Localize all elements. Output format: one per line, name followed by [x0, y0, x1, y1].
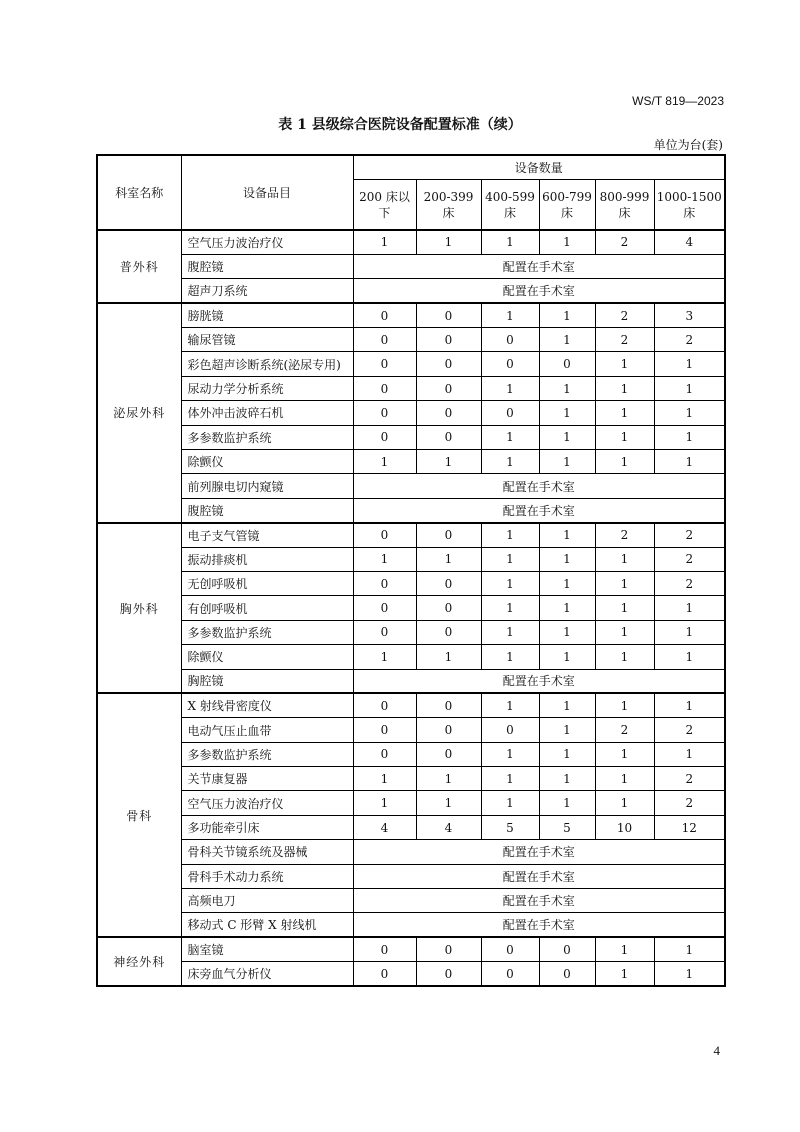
quantity-cell: 2	[654, 791, 725, 815]
quantity-cell: 1	[539, 596, 595, 620]
quantity-cell: 1	[595, 767, 654, 791]
quantity-cell: 1	[654, 693, 725, 717]
equipment-item: 除颤仪	[181, 450, 353, 474]
quantity-cell: 1	[481, 742, 539, 766]
equipment-item: 关节康复器	[181, 767, 353, 791]
quantity-cell: 0	[481, 401, 539, 425]
quantity-cell: 0	[416, 962, 481, 986]
department-group	[97, 523, 725, 694]
quantity-cell: 1	[481, 523, 539, 547]
config-note: 配置在手术室	[353, 889, 725, 913]
table-row	[97, 815, 725, 839]
table-row	[97, 401, 725, 425]
quantity-cell: 0	[353, 937, 416, 961]
quantity-cell: 0	[481, 352, 539, 376]
quantity-cell: 1	[353, 450, 416, 474]
table-row	[97, 913, 725, 937]
equipment-item: 输尿管镜	[181, 328, 353, 352]
table-row	[97, 742, 725, 766]
table-row	[97, 425, 725, 449]
quantity-cell: 5	[481, 815, 539, 839]
department-group	[97, 693, 725, 937]
table-row	[97, 328, 725, 352]
quantity-cell: 0	[353, 718, 416, 742]
quantity-cell: 5	[539, 815, 595, 839]
equipment-item: 多功能牵引床	[181, 815, 353, 839]
equipment-item: 多参数监护系统	[181, 742, 353, 766]
quantity-cell: 1	[539, 693, 595, 717]
quantity-cell: 1	[595, 645, 654, 669]
quantity-cell: 2	[654, 547, 725, 571]
quantity-cell: 1	[654, 450, 725, 474]
table-row	[97, 864, 725, 888]
quantity-cell: 1	[654, 742, 725, 766]
quantity-cell: 1	[539, 425, 595, 449]
quantity-cell: 1	[481, 693, 539, 717]
quantity-cell: 4	[416, 815, 481, 839]
quantity-cell: 1	[595, 620, 654, 644]
quantity-cell: 2	[654, 767, 725, 791]
table-header	[97, 155, 725, 230]
header-quantity: 设备数量	[353, 155, 725, 180]
equipment-item: 胸腔镜	[181, 669, 353, 693]
quantity-cell: 0	[481, 718, 539, 742]
table-row	[97, 596, 725, 620]
quantity-cell: 2	[595, 523, 654, 547]
quantity-cell: 1	[539, 645, 595, 669]
quantity-cell: 1	[595, 401, 654, 425]
table-row	[97, 645, 725, 669]
quantity-cell: 10	[595, 815, 654, 839]
quantity-cell: 0	[539, 937, 595, 961]
equipment-item: 振动排痰机	[181, 547, 353, 571]
quantity-cell: 0	[481, 937, 539, 961]
equipment-item: 骨科关节镜系统及器械	[181, 840, 353, 864]
table-row	[97, 523, 725, 547]
quantity-cell: 1	[481, 376, 539, 400]
table-row	[97, 352, 725, 376]
header-bed-column: 1000-1500 床	[654, 180, 725, 231]
header-bed-column: 400-599 床	[481, 180, 539, 231]
quantity-cell: 1	[416, 645, 481, 669]
quantity-cell: 0	[539, 962, 595, 986]
quantity-cell: 0	[353, 401, 416, 425]
quantity-cell: 1	[595, 450, 654, 474]
quantity-cell: 1	[654, 425, 725, 449]
quantity-cell: 0	[416, 523, 481, 547]
quantity-cell: 2	[654, 718, 725, 742]
equipment-item: 电子支气管镜	[181, 523, 353, 547]
department-name: 神经外科	[97, 937, 181, 986]
config-note: 配置在手术室	[353, 254, 725, 278]
quantity-cell: 1	[481, 547, 539, 571]
quantity-cell: 1	[654, 401, 725, 425]
quantity-cell: 2	[595, 718, 654, 742]
equipment-item: 高频电刀	[181, 889, 353, 913]
department-group	[97, 230, 725, 303]
quantity-cell: 1	[595, 376, 654, 400]
quantity-cell: 0	[353, 376, 416, 400]
equipment-item: 尿动力学分析系统	[181, 376, 353, 400]
quantity-cell: 1	[353, 547, 416, 571]
quantity-cell: 0	[353, 596, 416, 620]
quantity-cell: 1	[595, 425, 654, 449]
equipment-item: 有创呼吸机	[181, 596, 353, 620]
equipment-item: 床旁血气分析仪	[181, 962, 353, 986]
quantity-cell: 0	[416, 596, 481, 620]
quantity-cell: 1	[539, 718, 595, 742]
quantity-cell: 1	[539, 450, 595, 474]
table-row	[97, 303, 725, 327]
quantity-cell: 1	[481, 791, 539, 815]
equipment-item: 超声刀系统	[181, 279, 353, 303]
quantity-cell: 1	[481, 303, 539, 327]
table-row	[97, 620, 725, 644]
config-note: 配置在手术室	[353, 498, 725, 522]
quantity-cell: 2	[595, 303, 654, 327]
quantity-cell: 1	[539, 401, 595, 425]
quantity-cell: 0	[416, 352, 481, 376]
quantity-cell: 1	[595, 742, 654, 766]
quantity-cell: 0	[481, 328, 539, 352]
quantity-cell: 1	[539, 742, 595, 766]
equipment-item: 无创呼吸机	[181, 571, 353, 595]
quantity-cell: 1	[539, 620, 595, 644]
quantity-cell: 0	[416, 303, 481, 327]
quantity-cell: 1	[595, 791, 654, 815]
quantity-cell: 0	[416, 693, 481, 717]
quantity-cell: 1	[353, 791, 416, 815]
quantity-cell: 1	[654, 645, 725, 669]
table-row	[97, 254, 725, 278]
quantity-cell: 1	[481, 645, 539, 669]
quantity-cell: 0	[353, 352, 416, 376]
equipment-item: 除颤仪	[181, 645, 353, 669]
equipment-item: 移动式 C 形臂 X 射线机	[181, 913, 353, 937]
config-note: 配置在手术室	[353, 864, 725, 888]
quantity-cell: 1	[654, 352, 725, 376]
config-note: 配置在手术室	[353, 840, 725, 864]
quantity-cell: 0	[416, 328, 481, 352]
quantity-cell: 1	[416, 230, 481, 254]
quantity-cell: 1	[481, 596, 539, 620]
header-bed-column: 800-999 床	[595, 180, 654, 231]
quantity-cell: 1	[416, 791, 481, 815]
equipment-item: 前列腺电切内窥镜	[181, 474, 353, 498]
quantity-cell: 2	[595, 328, 654, 352]
quantity-cell: 2	[654, 523, 725, 547]
table-row	[97, 474, 725, 498]
quantity-cell: 1	[595, 962, 654, 986]
quantity-cell: 1	[595, 596, 654, 620]
header-bed-column: 200-399 床	[416, 180, 481, 231]
quantity-cell: 0	[416, 571, 481, 595]
department-name: 胸外科	[97, 523, 181, 694]
quantity-cell: 0	[353, 523, 416, 547]
quantity-cell: 0	[416, 937, 481, 961]
table-row	[97, 669, 725, 693]
table-row	[97, 547, 725, 571]
document-code: WS/T 819—2023	[632, 94, 724, 108]
equipment-item: 电动气压止血带	[181, 718, 353, 742]
table-title: 表 1 县级综合医院设备配置标准（续）	[278, 117, 522, 133]
quantity-cell: 1	[539, 767, 595, 791]
table-row	[97, 498, 725, 522]
quantity-cell: 1	[353, 767, 416, 791]
quantity-cell: 1	[595, 571, 654, 595]
quantity-cell: 0	[353, 425, 416, 449]
quantity-cell: 1	[654, 596, 725, 620]
quantity-cell: 4	[654, 230, 725, 254]
quantity-cell: 3	[654, 303, 725, 327]
quantity-cell: 1	[481, 571, 539, 595]
department-name: 泌尿外科	[97, 303, 181, 523]
quantity-cell: 1	[539, 230, 595, 254]
quantity-cell: 0	[353, 742, 416, 766]
quantity-cell: 1	[654, 376, 725, 400]
table-row	[97, 962, 725, 986]
equipment-item: 空气压力波治疗仪	[181, 230, 353, 254]
quantity-cell: 1	[353, 645, 416, 669]
equipment-item: 腹腔镜	[181, 254, 353, 278]
department-name: 普外科	[97, 230, 181, 303]
config-note: 配置在手术室	[353, 474, 725, 498]
quantity-cell: 1	[481, 230, 539, 254]
quantity-cell: 1	[353, 230, 416, 254]
unit-note: 单位为台(套)	[653, 138, 723, 152]
header-department: 科室名称	[97, 155, 181, 230]
quantity-cell: 1	[539, 376, 595, 400]
quantity-cell: 1	[481, 450, 539, 474]
table-row	[97, 718, 725, 742]
equipment-item: 多参数监护系统	[181, 620, 353, 644]
quantity-cell: 1	[595, 547, 654, 571]
quantity-cell: 0	[416, 742, 481, 766]
quantity-cell: 1	[416, 547, 481, 571]
header-bed-column: 200 床以下	[353, 180, 416, 231]
quantity-cell: 1	[539, 303, 595, 327]
quantity-cell: 2	[654, 571, 725, 595]
quantity-cell: 0	[353, 962, 416, 986]
quantity-cell: 1	[539, 328, 595, 352]
quantity-cell: 0	[416, 401, 481, 425]
quantity-cell: 1	[654, 962, 725, 986]
quantity-cell: 0	[416, 425, 481, 449]
quantity-cell: 1	[654, 937, 725, 961]
quantity-cell: 1	[595, 937, 654, 961]
quantity-cell: 1	[481, 620, 539, 644]
quantity-cell: 12	[654, 815, 725, 839]
table-row	[97, 840, 725, 864]
department-group	[97, 303, 725, 523]
quantity-cell: 0	[416, 620, 481, 644]
quantity-cell: 4	[353, 815, 416, 839]
quantity-cell: 1	[539, 571, 595, 595]
quantity-cell: 2	[595, 230, 654, 254]
department-name: 骨科	[97, 693, 181, 937]
quantity-cell: 0	[353, 620, 416, 644]
table-row	[97, 450, 725, 474]
quantity-cell: 1	[539, 791, 595, 815]
table-row	[97, 571, 725, 595]
quantity-cell: 0	[481, 962, 539, 986]
quantity-cell: 0	[539, 352, 595, 376]
equipment-item: 膀胱镜	[181, 303, 353, 327]
quantity-cell: 1	[595, 352, 654, 376]
quantity-cell: 2	[654, 328, 725, 352]
equipment-item: 多参数监护系统	[181, 425, 353, 449]
quantity-cell: 0	[416, 376, 481, 400]
equipment-item: X 射线骨密度仪	[181, 693, 353, 717]
equipment-item: 彩色超声诊断系统(泌尿专用)	[181, 352, 353, 376]
table-row	[97, 230, 725, 254]
quantity-cell: 0	[353, 571, 416, 595]
quantity-cell: 1	[595, 693, 654, 717]
equipment-item: 脑室镜	[181, 937, 353, 961]
table-row	[97, 791, 725, 815]
quantity-cell: 1	[539, 523, 595, 547]
config-note: 配置在手术室	[353, 669, 725, 693]
config-note: 配置在手术室	[353, 279, 725, 303]
page-number: 4	[713, 1043, 720, 1058]
table-row	[97, 376, 725, 400]
equipment-item: 骨科手术动力系统	[181, 864, 353, 888]
quantity-cell: 1	[654, 620, 725, 644]
quantity-cell: 1	[481, 767, 539, 791]
table-row	[97, 767, 725, 791]
header-bed-column: 600-799 床	[539, 180, 595, 231]
equipment-table	[96, 154, 726, 987]
quantity-cell: 1	[539, 547, 595, 571]
config-note: 配置在手术室	[353, 913, 725, 937]
quantity-cell: 0	[416, 718, 481, 742]
quantity-cell: 1	[416, 450, 481, 474]
quantity-cell: 0	[353, 303, 416, 327]
quantity-cell: 1	[416, 767, 481, 791]
table-row	[97, 693, 725, 717]
quantity-cell: 0	[353, 328, 416, 352]
department-group	[97, 937, 725, 986]
equipment-item: 腹腔镜	[181, 498, 353, 522]
equipment-item: 空气压力波治疗仪	[181, 791, 353, 815]
quantity-cell: 0	[353, 693, 416, 717]
table-row	[97, 279, 725, 303]
header-equipment: 设备品目	[181, 155, 353, 230]
equipment-item: 体外冲击波碎石机	[181, 401, 353, 425]
quantity-cell: 1	[481, 425, 539, 449]
table-row	[97, 889, 725, 913]
table-row	[97, 937, 725, 961]
